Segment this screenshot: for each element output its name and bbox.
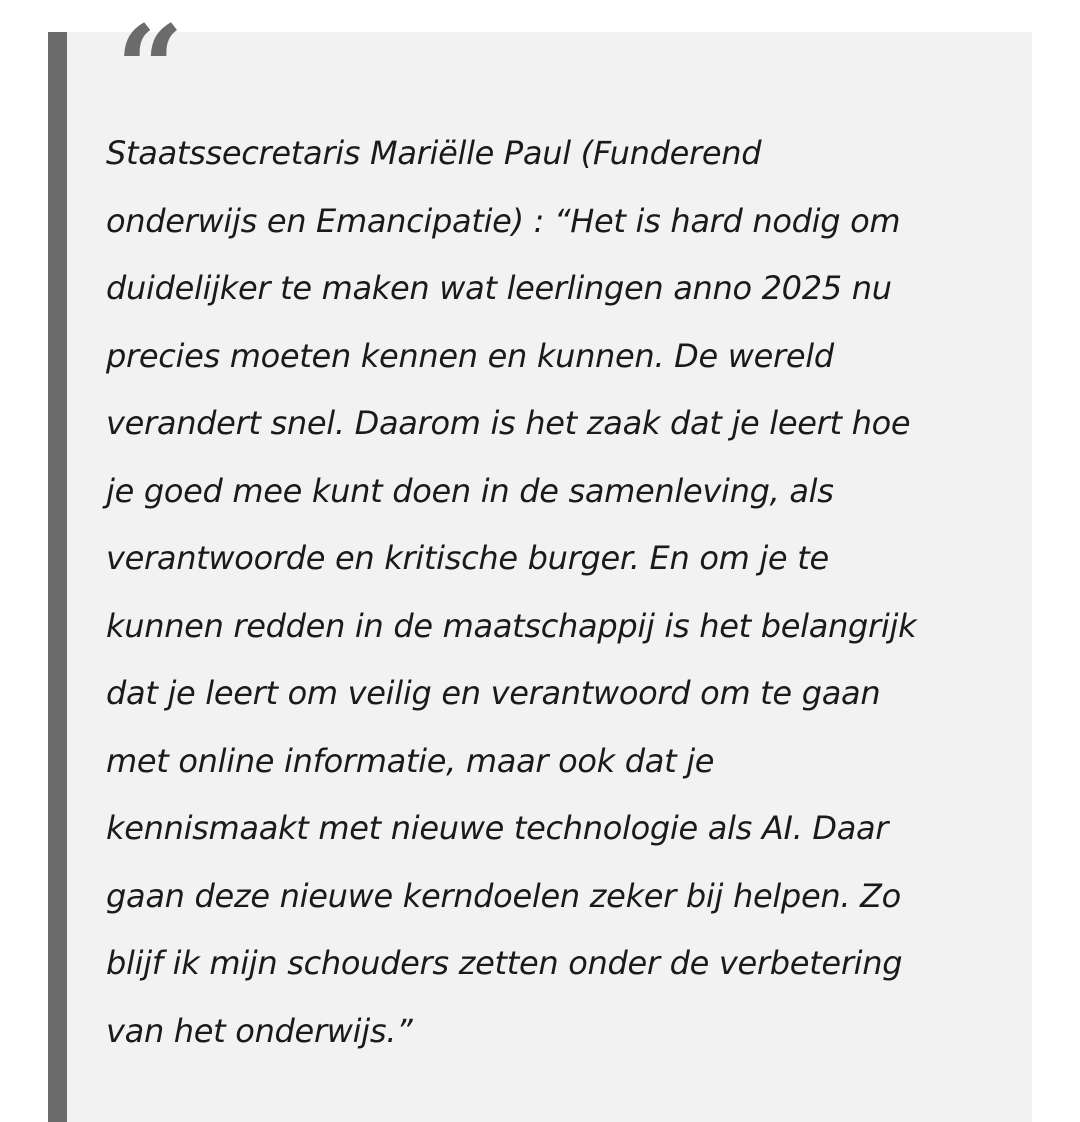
quote-line: je goed mee kunt doen in de samenleving, als [106,471,834,510]
quote-text [106,120,1006,1065]
quote-block [48,0,1032,1122]
quote-line: van het onderwijs.” [106,1011,413,1050]
quote-accent-bar [48,32,67,1122]
quote-line: blijf ik mijn schouders zetten onder de verbetering [106,944,903,982]
quote-line: duidelijker te maken wat leerlingen anno 2025 nu [106,269,892,307]
quote-line: verantwoorde en kritische burger. En om je te [106,539,829,577]
quote-mark-icon: “ [116,0,184,138]
quote-line: kennismaakt met nieuwe technologie als AI. Daar [106,809,889,847]
quote-line: gaan deze nieuwe kerndoelen zeker bij helpen. Zo [106,876,901,915]
quote-line: precies moeten kennen en kunnen. De wereld [106,336,834,375]
quote-line: verandert snel. Daarom is het zaak dat je leert hoe [106,404,911,442]
quote-line: met online informatie, maar ook dat je [106,741,715,780]
quote-line: dat je leert om veilig en verantwoord om te gaan [106,674,881,712]
quote-line: Staatssecretaris Mariëlle Paul (Funderend [106,134,762,172]
quote-line: kunnen redden in de maatschappij is het belangrijk [106,606,917,645]
quote-line: onderwijs en Emancipatie) : “Het is hard nodig om [106,201,901,240]
